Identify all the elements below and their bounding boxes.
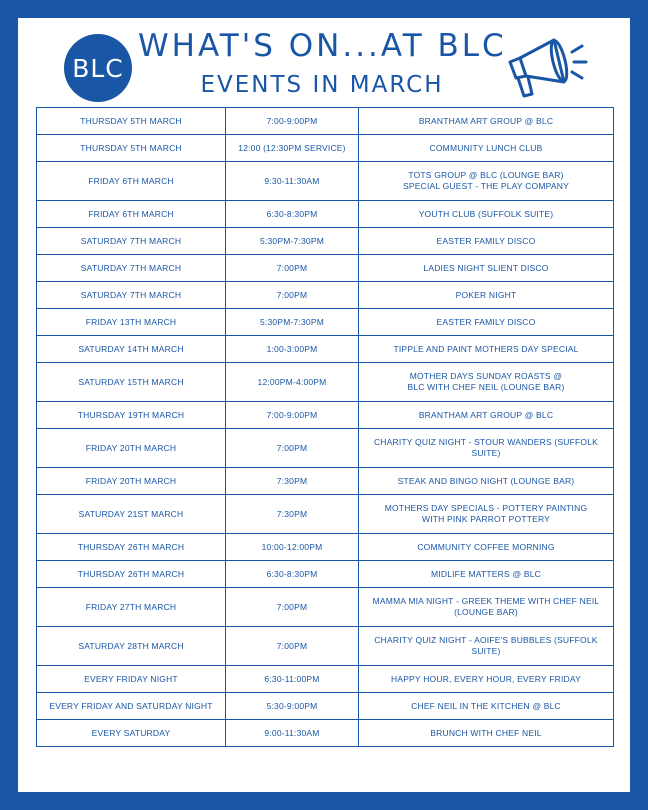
event-date: SATURDAY 7TH MARCH (37, 255, 226, 282)
event-time: 7:30PM (226, 495, 359, 534)
event-activity-line: YOUTH CLUB (SUFFOLK SUITE) (418, 208, 554, 219)
event-time: 7:00PM (226, 255, 359, 282)
event-activity (359, 720, 614, 747)
event-activity-line: COMMUNITY COFFEE MORNING (417, 541, 555, 552)
event-time: 5:30PM-7:30PM (226, 309, 359, 336)
event-time: 7:30PM (226, 468, 359, 495)
event-activity (359, 363, 614, 402)
event-activity-line: SUITE) (471, 448, 501, 458)
event-date: THURSDAY 5TH MARCH (37, 135, 226, 162)
event-date: SATURDAY 7TH MARCH (37, 228, 226, 255)
table-row (37, 201, 614, 228)
event-activity-line: CHARITY QUIZ NIGHT - STOUR WANDERS (SUFFOLK (373, 437, 599, 447)
event-activity (359, 495, 614, 534)
table-row (37, 495, 614, 534)
event-activity (359, 561, 614, 588)
event-date: SATURDAY 14TH MARCH (37, 336, 226, 363)
table-row (37, 429, 614, 468)
poster (18, 18, 630, 792)
table-row (37, 228, 614, 255)
event-time: 5:30-9:00PM (226, 693, 359, 720)
page-subtitle: EVENTS IN MARCH (200, 72, 444, 98)
event-activity (359, 135, 614, 162)
event-activity (359, 228, 614, 255)
event-activity (359, 402, 614, 429)
event-time: 12:00 (12:30PM SERVICE) (226, 135, 359, 162)
event-activity (359, 627, 614, 666)
megaphone-icon (504, 28, 590, 106)
event-activity-line: TIPPLE AND PAINT MOTHERS DAY SPECIAL (393, 343, 579, 354)
event-activity-line: CHARITY QUIZ NIGHT - AOIFE'S BUBBLES (SUFFOLK (374, 635, 598, 645)
event-date: FRIDAY 20TH MARCH (37, 429, 226, 468)
event-activity (359, 534, 614, 561)
table-row (37, 255, 614, 282)
table-row (37, 534, 614, 561)
table-row (37, 693, 614, 720)
event-date: SATURDAY 15TH MARCH (37, 363, 226, 402)
event-time: 6:30-8:30PM (226, 201, 359, 228)
table-row (37, 108, 614, 135)
event-date: SATURDAY 7TH MARCH (37, 282, 226, 309)
table-row (37, 135, 614, 162)
table-row (37, 561, 614, 588)
event-date: FRIDAY 20TH MARCH (37, 468, 226, 495)
event-activity-line: STEAK AND BINGO NIGHT (LOUNGE BAR) (397, 475, 575, 486)
event-time: 7:00PM (226, 588, 359, 627)
event-activity (359, 666, 614, 693)
event-activity-line: COMMUNITY LUNCH CLUB (429, 142, 543, 153)
event-time: 7:00PM (226, 282, 359, 309)
event-activity (359, 282, 614, 309)
event-date: SATURDAY 28TH MARCH (37, 627, 226, 666)
blc-logo: BLC (64, 34, 132, 102)
event-activity (359, 468, 614, 495)
event-activity-line: SUITE) (471, 646, 501, 656)
event-date: THURSDAY 5TH MARCH (37, 108, 226, 135)
event-activity (359, 588, 614, 627)
event-activity (359, 255, 614, 282)
event-activity-line: WITH PINK PARROT POTTERY (421, 514, 551, 524)
event-date: THURSDAY 26TH MARCH (37, 534, 226, 561)
event-activity-line: BRANTHAM ART GROUP @ BLC (418, 115, 554, 126)
table-row (37, 588, 614, 627)
event-time: 7:00-9:00PM (226, 402, 359, 429)
event-date: FRIDAY 6TH MARCH (37, 201, 226, 228)
event-activity-line: MOTHERS DAY SPECIALS - POTTERY PAINTING (384, 503, 588, 513)
event-activity-line: SPECIAL GUEST - THE PLAY COMPANY (403, 181, 569, 191)
table-row (37, 336, 614, 363)
event-date: EVERY SATURDAY (37, 720, 226, 747)
event-activity-line: BRUNCH WITH CHEF NEIL (430, 727, 542, 738)
event-activity-line: MIDLIFE MATTERS @ BLC (431, 568, 541, 579)
event-date: THURSDAY 19TH MARCH (37, 402, 226, 429)
event-activity (359, 201, 614, 228)
event-time: 7:00PM (226, 627, 359, 666)
event-time: 7:00PM (226, 429, 359, 468)
event-activity (359, 309, 614, 336)
event-activity (359, 429, 614, 468)
event-date: FRIDAY 13TH MARCH (37, 309, 226, 336)
event-time: 7:00-9:00PM (226, 108, 359, 135)
page-title: WHAT'S ON...AT BLC (138, 28, 507, 64)
event-time: 1:00-3:00PM (226, 336, 359, 363)
event-activity-line: POKER NIGHT (455, 289, 517, 300)
event-time: 5:30PM-7:30PM (226, 228, 359, 255)
table-row (37, 627, 614, 666)
event-activity-line: EASTER FAMILY DISCO (436, 235, 536, 246)
event-activity-line: HAPPY HOUR, EVERY HOUR, EVERY FRIDAY (390, 673, 581, 684)
event-time: 9:00-11:30AM (226, 720, 359, 747)
event-time: 12:00PM-4:00PM (226, 363, 359, 402)
event-date: FRIDAY 6TH MARCH (37, 162, 226, 201)
event-date: EVERY FRIDAY NIGHT (37, 666, 226, 693)
table-row (37, 666, 614, 693)
event-activity (359, 693, 614, 720)
event-activity (359, 162, 614, 201)
event-time: 6:30-8:30PM (226, 561, 359, 588)
event-date: THURSDAY 26TH MARCH (37, 561, 226, 588)
event-activity (359, 108, 614, 135)
table-row (37, 363, 614, 402)
table-row (37, 309, 614, 336)
event-time: 10:00-12:00PM (226, 534, 359, 561)
event-activity-line: LADIES NIGHT SLIENT DISCO (423, 262, 549, 273)
table-row (37, 162, 614, 201)
event-time: 9:30-11:30AM (226, 162, 359, 201)
events-table (36, 107, 614, 747)
event-activity (359, 336, 614, 363)
event-activity-line: EASTER FAMILY DISCO (436, 316, 536, 327)
table-row (37, 468, 614, 495)
event-date: SATURDAY 21ST MARCH (37, 495, 226, 534)
event-activity-line: CHEF NEIL IN THE KITCHEN @ BLC (411, 700, 561, 711)
event-activity-line: BLC WITH CHEF NEIL (LOUNGE BAR) (407, 382, 565, 392)
event-activity-line: (LOUNGE BAR) (454, 607, 518, 617)
table-row (37, 282, 614, 309)
event-date: FRIDAY 27TH MARCH (37, 588, 226, 627)
event-date: EVERY FRIDAY AND SATURDAY NIGHT (37, 693, 226, 720)
event-activity-line: TOTS GROUP @ BLC (LOUNGE BAR) (408, 170, 564, 180)
table-row (37, 402, 614, 429)
event-time: 6:30-11:00PM (226, 666, 359, 693)
table-row (37, 720, 614, 747)
event-activity-line: BRANTHAM ART GROUP @ BLC (418, 409, 554, 420)
event-activity-line: MAMMA MIA NIGHT - GREEK THEME WITH CHEF NEIL (372, 596, 600, 606)
event-activity-line: MOTHER DAYS SUNDAY ROASTS @ (409, 371, 563, 381)
